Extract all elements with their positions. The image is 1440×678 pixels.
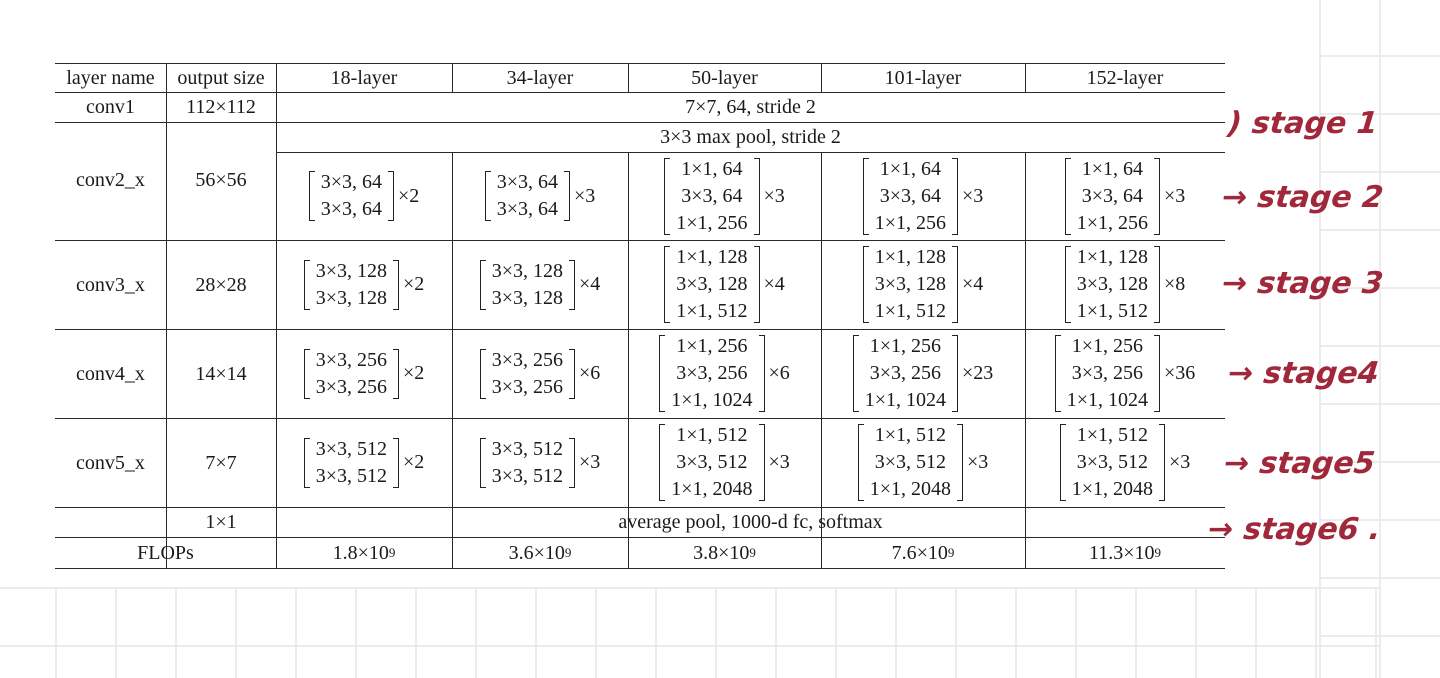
block-repeat-count: ×4 (962, 273, 984, 295)
block-repeat-count: ×4 (579, 273, 601, 295)
stage2-annotation: → stage 2 (1220, 180, 1386, 215)
stage3-annotation: → stage 3 (1220, 266, 1386, 301)
bracket-block (304, 258, 399, 312)
block-layer-spec: 1×1, 128 (1076, 246, 1148, 268)
flops-mantissa: 1.8 (332, 541, 358, 564)
bracket-block (659, 333, 764, 414)
block-layer-spec: 3×3, 128 (1076, 273, 1148, 295)
header-18-layer: 18-layer (330, 66, 398, 89)
block-layer-spec: 3×3, 64 (496, 198, 558, 220)
flops-base: ×10 (357, 541, 389, 564)
conv2-101-layer-block (821, 152, 1025, 240)
conv5-name: conv5_x (76, 451, 145, 474)
block-layer-spec: 1×1, 256 (874, 211, 946, 234)
header-34-layer: 34-layer (506, 66, 574, 89)
bracket-block (480, 347, 575, 401)
block-layer-spec: 3×3, 64 (681, 184, 743, 207)
conv3-101-layer-block (821, 240, 1025, 329)
block-layer-spec: 3×3, 512 (1076, 451, 1148, 473)
block-layer-spec: 1×1, 2048 (671, 478, 753, 500)
block-layer-spec: 1×1, 2048 (869, 478, 951, 500)
flops-50-layer: 3.8 ×10 9 (693, 541, 756, 564)
conv2-output-size: 56×56 (195, 169, 247, 191)
bracket-block (863, 244, 958, 325)
stage5-annotation: → stage5 (1222, 446, 1377, 481)
flops-base: ×10 (718, 541, 750, 564)
bracket-block (1060, 422, 1165, 503)
header-layer-name: layer name (66, 66, 155, 89)
block-repeat-count: ×3 (579, 451, 601, 473)
conv5-34-layer-block (452, 418, 628, 507)
block-layer-spec: 1×1, 2048 (1071, 478, 1153, 500)
block-repeat-count: ×2 (403, 362, 425, 384)
block-layer-spec: 3×3, 256 (315, 348, 387, 371)
block-layer-spec: 1×1, 1024 (864, 389, 946, 411)
block-layer-spec: 1×1, 128 (676, 246, 748, 268)
conv5-101-layer-block (821, 418, 1025, 507)
conv1-name: conv1 (86, 96, 135, 118)
bracket-block (659, 422, 764, 503)
block-layer-spec: 3×3, 64 (320, 198, 382, 220)
block-layer-spec: 3×3, 256 (491, 375, 563, 398)
stage4-annotation: → stage4 (1226, 356, 1381, 391)
block-layer-spec: 3×3, 256 (676, 362, 748, 384)
flops-mantissa: 11.3 (1088, 541, 1124, 564)
block-layer-spec: 1×1, 64 (681, 157, 743, 180)
block-layer-spec: 3×3, 128 (491, 259, 563, 282)
block-repeat-count: ×2 (403, 273, 425, 295)
bracket-block (480, 258, 575, 312)
block-repeat-count: ×3 (967, 451, 989, 473)
block-repeat-count: ×3 (763, 184, 785, 207)
block-layer-spec: 3×3, 256 (1071, 362, 1143, 384)
conv3-152-layer-block (1025, 240, 1225, 329)
header-output-size: output size (177, 66, 265, 89)
bracket-block (480, 436, 575, 490)
flops-mantissa: 3.8 (693, 541, 719, 564)
block-repeat-count: ×6 (768, 362, 790, 384)
block-layer-spec: 3×3, 512 (874, 451, 946, 473)
block-layer-spec: 3×3, 128 (676, 273, 748, 295)
bracket-block (304, 436, 399, 490)
block-layer-spec: 3×3, 64 (1081, 184, 1143, 207)
block-layer-spec: 1×1, 512 (676, 424, 748, 446)
flops-34-layer: 3.6 ×10 9 (508, 541, 572, 564)
conv4-50-layer-block (628, 329, 821, 418)
conv2-name: conv2_x (76, 169, 145, 191)
bracket-block (309, 169, 394, 223)
block-layer-spec: 1×1, 64 (879, 157, 941, 180)
block-layer-spec: 1×1, 1024 (671, 389, 753, 411)
conv2-34-layer-block (452, 152, 628, 240)
flops-base: ×10 (533, 541, 565, 564)
block-layer-spec: 3×3, 256 (315, 375, 387, 398)
conv3-34-layer-block (452, 240, 628, 329)
flops-152-layer: 11.3 ×10 9 (1088, 541, 1162, 564)
conv4-name: conv4_x (76, 362, 145, 385)
block-layer-spec: 3×3, 128 (491, 286, 563, 309)
conv1-spec: 7×7, 64, stride 2 (685, 96, 816, 118)
header-152-layer: 152-layer (1086, 66, 1164, 89)
conv3-output-size: 28×28 (195, 273, 247, 296)
block-layer-spec: 1×1, 512 (874, 424, 946, 446)
block-layer-spec: 1×1, 512 (1076, 424, 1148, 446)
bracket-block (485, 169, 570, 223)
bracket-block (863, 156, 958, 237)
flops-base: ×10 (1123, 541, 1155, 564)
block-repeat-count: ×3 (1164, 184, 1186, 207)
final-output-size: 1×1 (205, 511, 237, 533)
conv4-34-layer-block (452, 329, 628, 418)
block-layer-spec: 3×3, 512 (491, 437, 563, 460)
conv2-50-layer-block (628, 152, 821, 240)
block-layer-spec: 1×1, 512 (874, 300, 946, 322)
block-layer-spec: 1×1, 512 (676, 300, 748, 322)
conv1-output-size: 112×112 (186, 96, 256, 118)
block-repeat-count: ×23 (962, 362, 994, 384)
conv4-18-layer-block (276, 329, 452, 418)
table-rule (55, 568, 1225, 569)
block-layer-spec: 1×1, 256 (676, 211, 748, 234)
header-101-layer: 101-layer (884, 66, 962, 89)
conv5-50-layer-block (628, 418, 821, 507)
block-layer-spec: 3×3, 512 (676, 451, 748, 473)
bracket-block (1065, 244, 1160, 325)
conv4-output-size: 14×14 (195, 362, 247, 385)
block-repeat-count: ×3 (768, 451, 790, 473)
bracket-block (664, 244, 759, 325)
block-layer-spec: 1×1, 512 (1076, 300, 1148, 322)
block-layer-spec: 1×1, 1024 (1066, 389, 1148, 411)
conv3-50-layer-block (628, 240, 821, 329)
flops-18-layer: 1.8 ×10 9 (332, 541, 396, 564)
block-repeat-count: ×36 (1164, 362, 1196, 384)
bracket-block (853, 333, 958, 414)
block-layer-spec: 3×3, 128 (315, 286, 387, 309)
block-layer-spec: 3×3, 64 (879, 184, 941, 207)
block-repeat-count: ×4 (763, 273, 785, 295)
block-layer-spec: 3×3, 64 (496, 171, 558, 193)
block-repeat-count: ×3 (574, 184, 596, 207)
block-layer-spec: 1×1, 256 (676, 335, 748, 357)
flops-label: FLOPs (137, 541, 194, 564)
bracket-block (664, 156, 759, 237)
conv2-152-layer-block (1025, 152, 1225, 240)
conv4-101-layer-block (821, 329, 1025, 418)
block-repeat-count: ×2 (403, 451, 425, 473)
block-repeat-count: ×6 (579, 362, 601, 384)
bracket-block (858, 422, 963, 503)
bracket-block (304, 347, 399, 401)
block-layer-spec: 3×3, 512 (315, 437, 387, 460)
block-layer-spec: 1×1, 256 (1071, 335, 1143, 357)
block-layer-spec: 3×3, 512 (491, 464, 563, 487)
block-layer-spec: 3×3, 512 (315, 464, 387, 487)
block-layer-spec: 3×3, 128 (315, 259, 387, 282)
flops-mantissa: 7.6 (891, 541, 917, 564)
flops-base: ×10 (916, 541, 948, 564)
conv2-18-layer-block (276, 152, 452, 240)
block-layer-spec: 3×3, 128 (874, 273, 946, 295)
final-spec: average pool, 1000-d fc, softmax (618, 511, 883, 533)
block-layer-spec: 1×1, 256 (1076, 211, 1148, 234)
block-repeat-count: ×3 (962, 184, 984, 207)
block-repeat-count: ×3 (1169, 451, 1191, 473)
block-repeat-count: ×8 (1164, 273, 1186, 295)
conv4-152-layer-block (1025, 329, 1225, 418)
flops-101-layer: 7.6 ×10 9 (891, 541, 955, 564)
block-layer-spec: 1×1, 256 (869, 335, 941, 357)
stage6-annotation: → stage6 . (1206, 512, 1383, 547)
block-repeat-count: ×2 (398, 184, 420, 207)
block-layer-spec: 3×3, 256 (869, 362, 941, 384)
header-50-layer: 50-layer (691, 66, 758, 89)
conv5-18-layer-block (276, 418, 452, 507)
block-layer-spec: 1×1, 128 (874, 246, 946, 268)
conv5-152-layer-block (1025, 418, 1225, 507)
block-layer-spec: 1×1, 64 (1081, 157, 1143, 180)
flops-mantissa: 3.6 (508, 541, 534, 564)
bracket-block (1065, 156, 1160, 237)
conv3-name: conv3_x (76, 273, 145, 296)
stage1-annotation: ) stage 1 (1226, 106, 1380, 141)
conv3-18-layer-block (276, 240, 452, 329)
conv5-output-size: 7×7 (205, 451, 237, 474)
maxpool-spec: 3×3 max pool, stride 2 (660, 126, 841, 148)
block-layer-spec: 3×3, 64 (320, 171, 382, 193)
block-layer-spec: 3×3, 256 (491, 348, 563, 371)
bracket-block (1055, 333, 1160, 414)
